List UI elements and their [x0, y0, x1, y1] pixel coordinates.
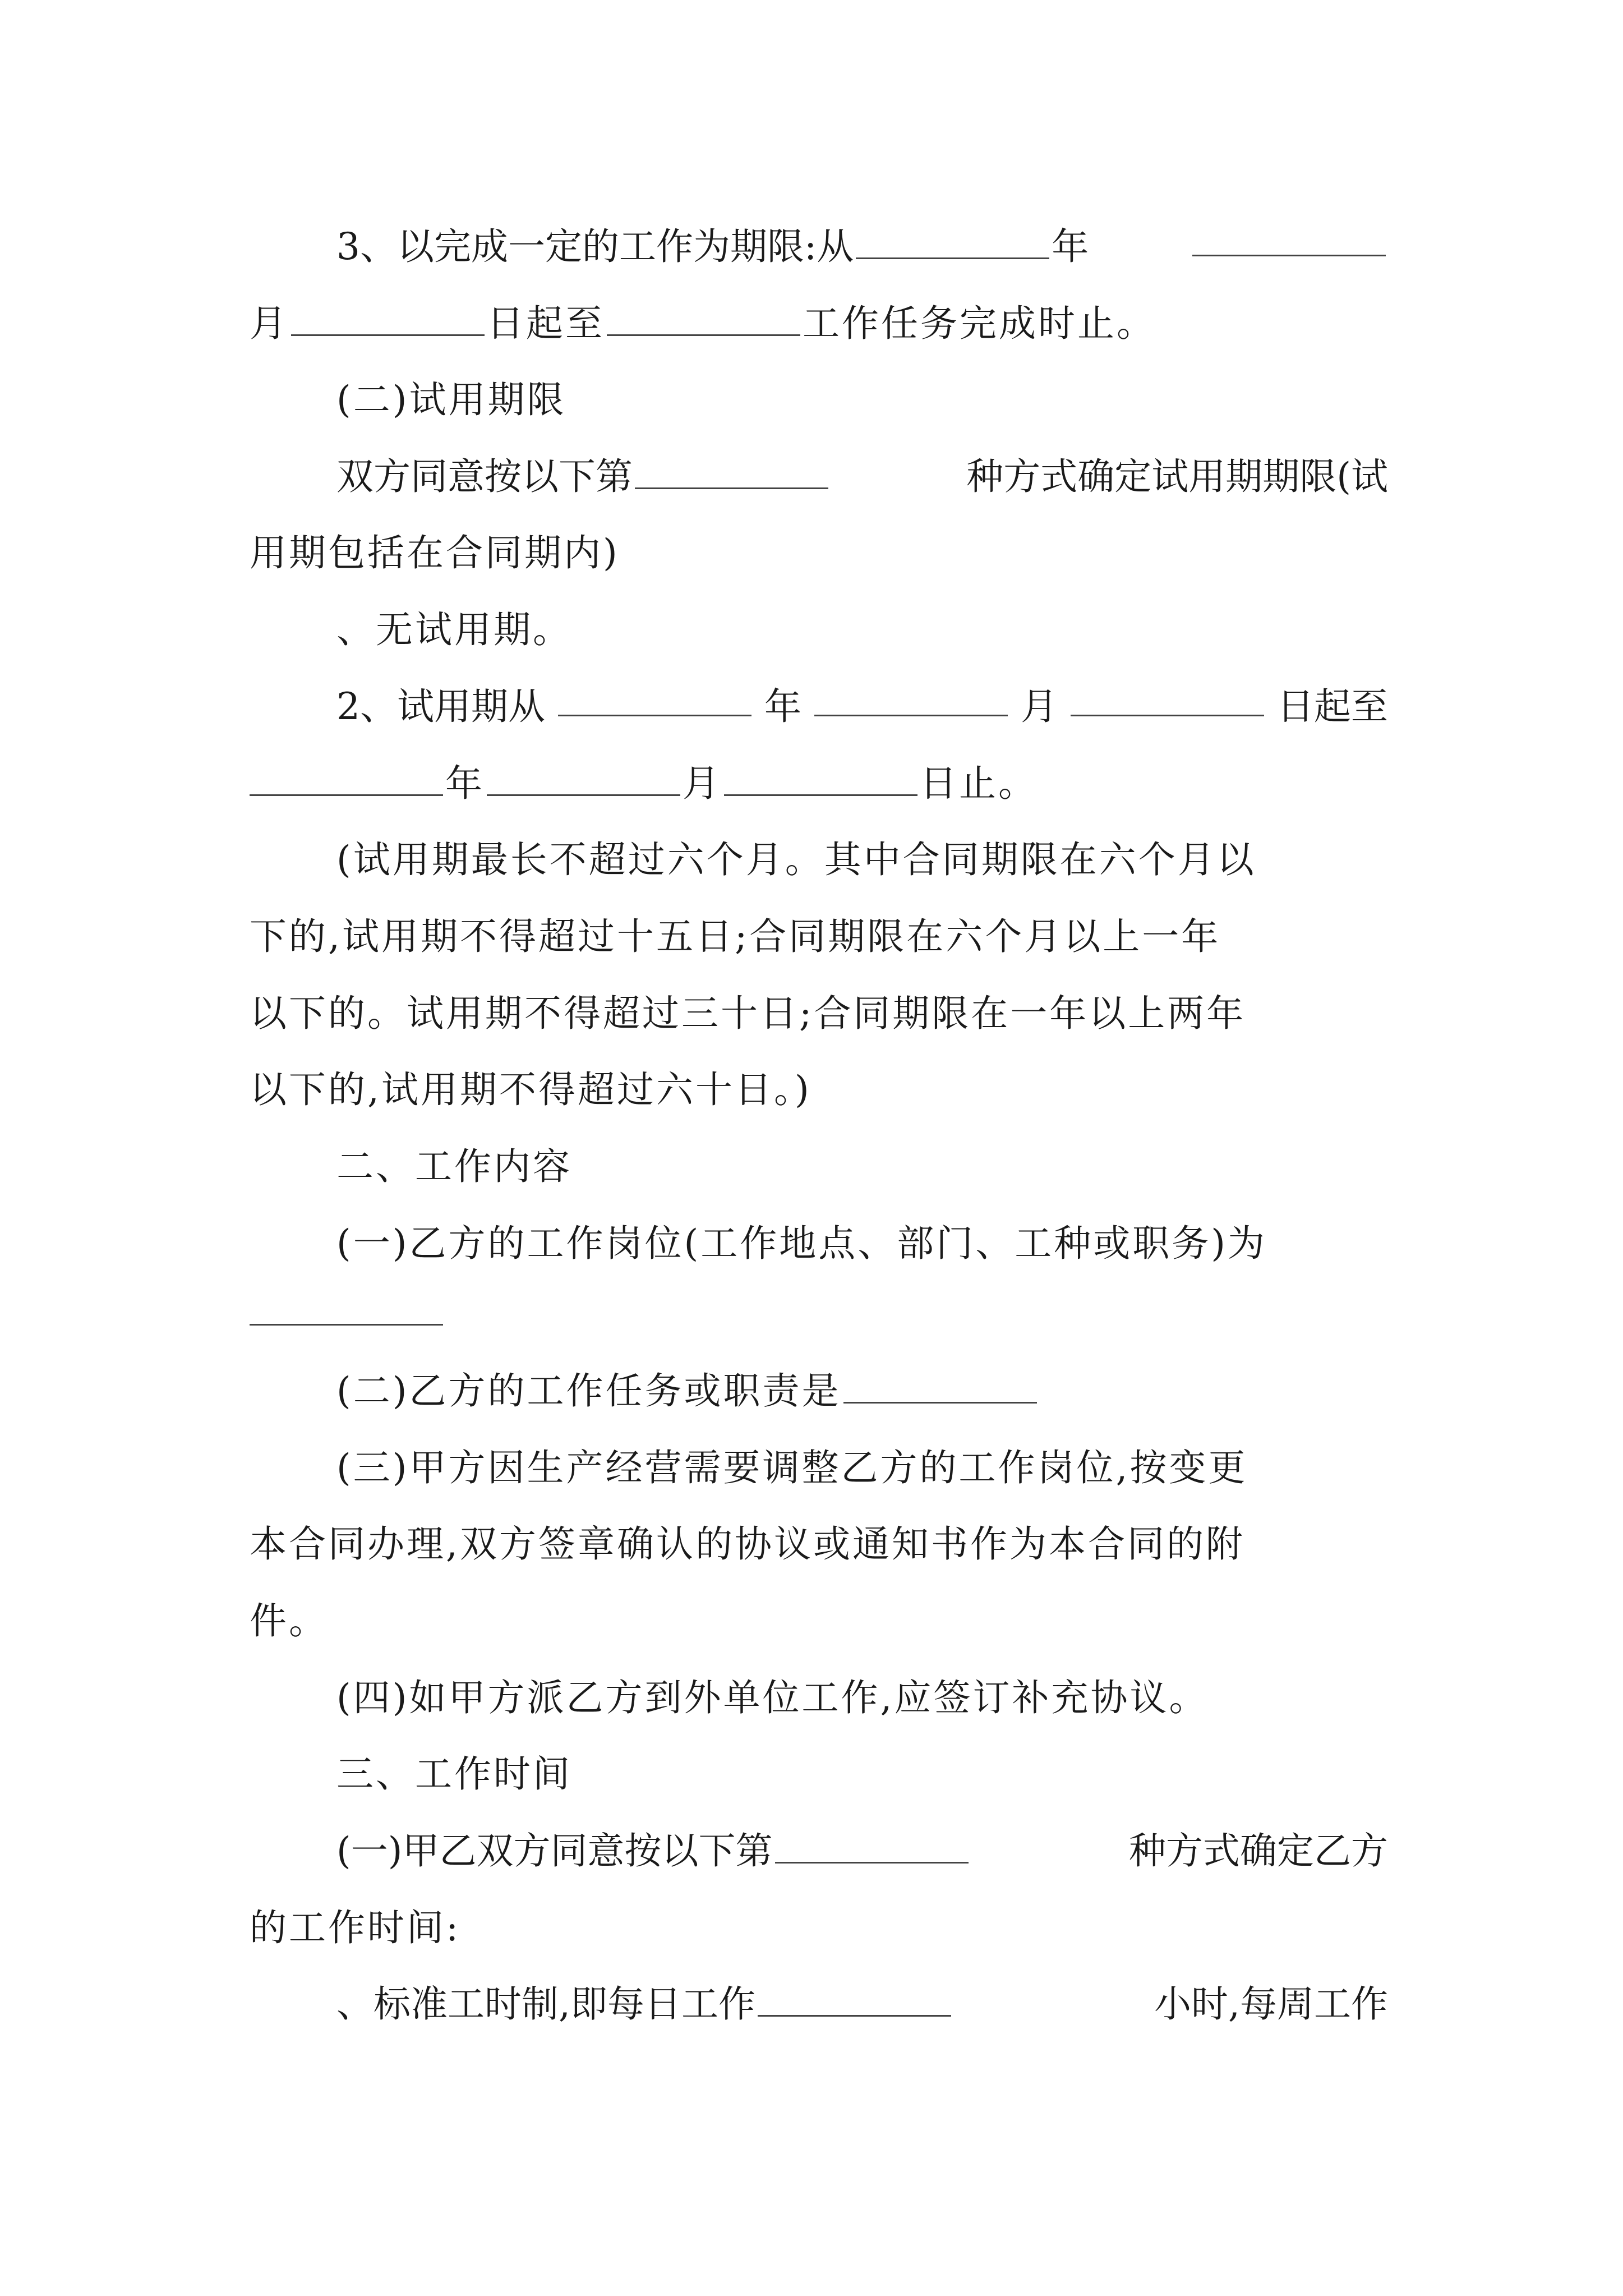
fill-in-blank[interactable]: [291, 298, 485, 336]
text-segment: 年: [764, 685, 801, 728]
text-segment: 双方同意按以下第: [336, 455, 633, 498]
paragraph-line: 用期包括在合同期内): [250, 531, 620, 574]
fill-in-blank[interactable]: [814, 679, 1008, 716]
fill-in-blank[interactable]: [856, 222, 1049, 259]
paragraph-line: 下的,试用期不得超过十五日;合同期限在六个月以上一年: [250, 915, 1221, 958]
text-segment: 、标准工时制,即每日工作: [336, 1982, 755, 2026]
text-segment: 工作任务完成时止。: [803, 302, 1156, 345]
paragraph-line: 件。: [250, 1599, 328, 1642]
text-segment: 日起至: [1277, 685, 1388, 728]
fill-in-blank[interactable]: [250, 1324, 443, 1326]
text-segment: 年: [445, 762, 485, 805]
paragraph-line: [336, 449, 1388, 505]
text-segment: 日止。: [920, 762, 1038, 805]
paragraph-line: (四)如甲方派乙方到外单位工作,应签订补充协议。: [336, 1676, 1209, 1719]
text-segment: 月: [683, 762, 722, 805]
text-segment: 种方式确定试用期期限(试: [966, 455, 1388, 498]
fill-in-blank[interactable]: [250, 758, 443, 796]
paragraph-line: [336, 219, 1388, 275]
fill-in-blank[interactable]: [558, 679, 751, 716]
fill-in-blank[interactable]: [724, 758, 917, 796]
paragraph-line: 以下的,试用期不得超过六十日。): [250, 1068, 811, 1111]
section-heading: 三、工作时间: [336, 1752, 572, 1796]
text-segment: 日起至: [487, 302, 605, 345]
paragraph-line: 的工作时间:: [250, 1906, 461, 1949]
paragraph-line: [250, 756, 1388, 812]
paragraph-line: [250, 296, 1388, 352]
fill-in-blank[interactable]: [487, 758, 680, 796]
fill-in-blank[interactable]: [843, 1366, 1037, 1404]
paragraph-line: [336, 1823, 1388, 1879]
paragraph-line: 本合同办理,双方签章确认的协议或通知书作为本合同的附: [250, 1522, 1245, 1566]
fill-in-blank[interactable]: [635, 452, 828, 489]
paragraph-line: (试用期最长不超过六个月。其中合同期限在六个月以: [336, 838, 1256, 881]
text-segment: 月: [250, 302, 289, 345]
paragraph-line: (一)乙方的工作岗位(工作地点、部门、工种或职务)为: [336, 1222, 1267, 1265]
paragraph-line: 、无试用期。: [336, 608, 572, 651]
paragraph-line: (三)甲方因生产经营需要调整乙方的工作岗位,按变更: [336, 1446, 1248, 1489]
text-segment: (一)甲乙双方同意按以下第: [336, 1829, 773, 1872]
fill-in-blank[interactable]: [1192, 219, 1386, 256]
fill-in-blank[interactable]: [607, 298, 800, 336]
text-segment: 3、以完成一定的工作为期限:从: [336, 225, 854, 268]
text-segment: 月: [1021, 685, 1058, 728]
fill-in-blank[interactable]: [1071, 679, 1264, 716]
text-segment: 种方式确定乙方: [1129, 1829, 1388, 1872]
text-segment: 2、试用期从: [336, 685, 545, 728]
section-heading: (二)试用期限: [336, 378, 566, 421]
paragraph-line: [336, 1363, 1388, 1419]
paragraph-line: 以下的。试用期不得超过三十日;合同期限在一年以上两年: [250, 992, 1246, 1035]
text-segment: (二)乙方的工作任务或职责是: [336, 1369, 841, 1412]
fill-in-blank[interactable]: [775, 1826, 969, 1864]
section-heading: 二、工作内容: [336, 1145, 572, 1188]
paragraph-line: [336, 679, 1388, 735]
fill-in-blank[interactable]: [758, 1979, 951, 2017]
paragraph-line: [336, 1976, 1388, 2032]
text-segment: 小时,每周工作: [1154, 1982, 1388, 2026]
text-segment: 年: [1052, 225, 1089, 268]
